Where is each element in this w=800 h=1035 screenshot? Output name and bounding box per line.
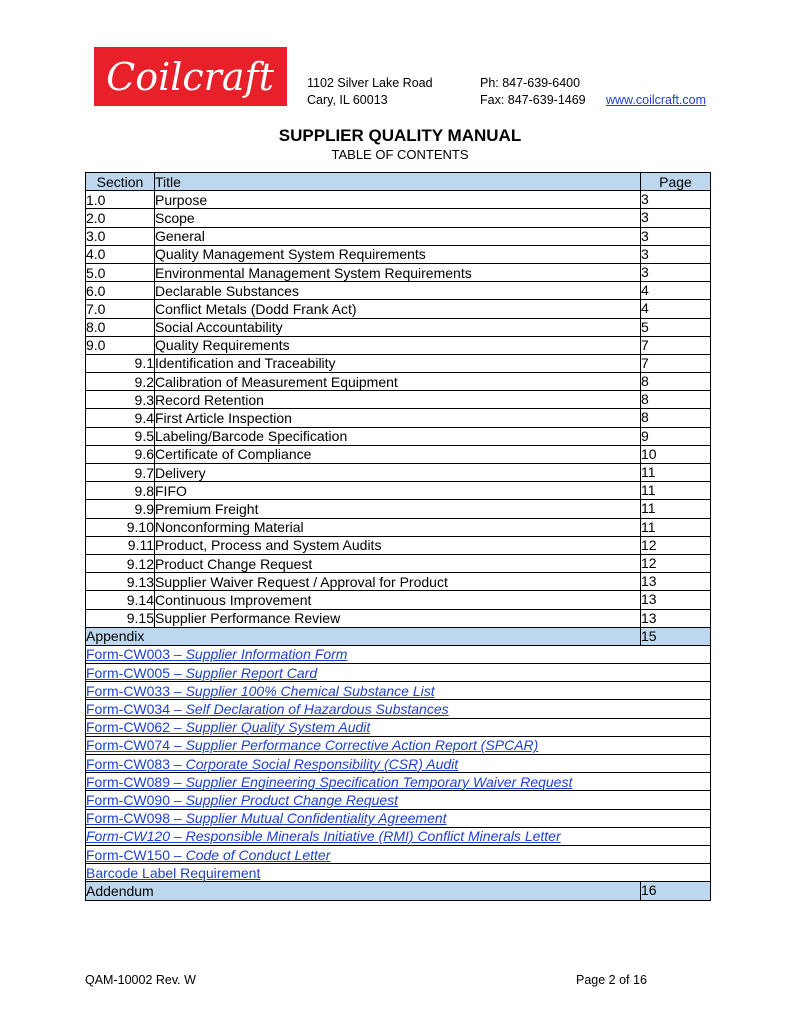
form-name[interactable]: Supplier Product Change Request <box>185 791 399 808</box>
toc-row <box>86 554 711 572</box>
toc-row <box>86 318 711 336</box>
form-link[interactable] <box>86 682 711 700</box>
section-number: 9.6 <box>86 445 155 463</box>
toc-row <box>86 482 711 500</box>
section-title: Declarable Substances <box>155 282 641 300</box>
form-separator: – <box>170 810 186 827</box>
page-number: 11 <box>641 500 711 518</box>
toc-row <box>86 609 711 627</box>
form-link[interactable] <box>86 645 711 663</box>
form-separator: – <box>170 719 186 736</box>
form-row <box>86 682 711 700</box>
form-code[interactable]: Form-CW098 <box>86 810 171 827</box>
form-code[interactable]: Form-CW034 <box>86 701 171 718</box>
form-separator: – <box>170 846 186 863</box>
form-link[interactable] <box>86 827 711 845</box>
section-number: 2.0 <box>86 209 155 227</box>
coilcraft-logo <box>94 47 287 106</box>
section-number: 4.0 <box>86 245 155 263</box>
page-number: 13 <box>641 609 711 627</box>
form-name[interactable]: Supplier Report Card <box>185 664 318 681</box>
section-title: Social Accountability <box>155 318 641 336</box>
toc-row <box>86 518 711 536</box>
section-title: Labeling/Barcode Specification <box>155 427 641 445</box>
form-separator: – <box>170 646 186 663</box>
form-code[interactable]: Form-CW003 <box>86 646 171 663</box>
section-number: 9.2 <box>86 373 155 391</box>
company-contact <box>480 75 586 109</box>
form-row <box>86 827 711 845</box>
form-separator: – <box>170 828 186 845</box>
address-line-1: 1102 Silver Lake Road <box>307 76 433 90</box>
page-number: 12 <box>641 554 711 572</box>
form-link[interactable] <box>86 809 711 827</box>
toc-row <box>86 409 711 427</box>
form-link[interactable] <box>86 845 711 863</box>
section-title: Continuous Improvement <box>155 591 641 609</box>
form-row <box>86 809 711 827</box>
page-number: 10 <box>641 445 711 463</box>
section-number: 9.11 <box>86 536 155 554</box>
page-number: 3 <box>641 191 711 209</box>
form-code[interactable]: Barcode Label Requirement <box>86 864 261 881</box>
form-link[interactable] <box>86 773 711 791</box>
toc-row <box>86 445 711 463</box>
section-title: Product Change Request <box>155 554 641 572</box>
toc-row <box>86 573 711 591</box>
table-of-contents <box>85 172 711 901</box>
footer-page-number: Page 2 of 16 <box>576 973 647 987</box>
toc-row <box>86 209 711 227</box>
form-separator: – <box>170 737 186 754</box>
section-title: FIFO <box>155 482 641 500</box>
toc-row <box>86 591 711 609</box>
form-row <box>86 700 711 718</box>
section-title: Conflict Metals (Dodd Frank Act) <box>155 300 641 318</box>
section-title: General <box>155 227 641 245</box>
page-number: 8 <box>641 409 711 427</box>
form-code[interactable]: Form-CW120 <box>86 828 171 845</box>
section-title: First Article Inspection <box>155 409 641 427</box>
section-number: 9.3 <box>86 391 155 409</box>
form-separator: – <box>170 664 186 681</box>
appendix-label: Appendix <box>86 627 641 645</box>
page-number: 4 <box>641 282 711 300</box>
section-title: Purpose <box>155 191 641 209</box>
section-number: 9.8 <box>86 482 155 500</box>
form-code[interactable]: Form-CW150 <box>86 846 171 863</box>
section-number: 6.0 <box>86 282 155 300</box>
section-number: 9.9 <box>86 500 155 518</box>
toc-row <box>86 373 711 391</box>
form-name[interactable]: Supplier Engineering Specification Temporary Waiver Request <box>185 773 573 790</box>
page-number: 7 <box>641 354 711 372</box>
form-row <box>86 864 711 882</box>
section-number: 9.0 <box>86 336 155 354</box>
form-name[interactable]: Code of Conduct Letter <box>185 846 331 863</box>
form-link[interactable] <box>86 700 711 718</box>
addendum-row <box>86 882 711 900</box>
form-link[interactable] <box>86 736 711 754</box>
appendix-row <box>86 627 711 645</box>
page-number: 13 <box>641 591 711 609</box>
form-name[interactable]: Responsible Minerals Initiative (RMI) Conflict Minerals Letter <box>185 828 561 845</box>
form-code[interactable]: Form-CW090 <box>86 791 171 808</box>
section-title: Premium Freight <box>155 500 641 518</box>
toc-row <box>86 500 711 518</box>
section-number: 9.1 <box>86 354 155 372</box>
form-row <box>86 718 711 736</box>
section-title: Supplier Waiver Request / Approval for Product <box>155 573 641 591</box>
section-number: 9.13 <box>86 573 155 591</box>
form-code[interactable]: Form-CW074 <box>86 737 171 754</box>
page-number: 11 <box>641 482 711 500</box>
section-title: Delivery <box>155 464 641 482</box>
section-number: 9.4 <box>86 409 155 427</box>
section-number: 8.0 <box>86 318 155 336</box>
page-number: 7 <box>641 336 711 354</box>
page-number: 3 <box>641 245 711 263</box>
form-row <box>86 645 711 663</box>
addendum-page: 16 <box>641 882 711 900</box>
section-title: Quality Management System Requirements <box>155 245 641 263</box>
form-name[interactable]: Supplier 100% Chemical Substance List <box>185 682 435 699</box>
form-row <box>86 664 711 682</box>
page-number: 8 <box>641 391 711 409</box>
title-column-header: Title <box>155 173 641 191</box>
section-number: 9.5 <box>86 427 155 445</box>
form-separator: – <box>170 701 186 718</box>
section-title: Product, Process and System Audits <box>155 536 641 554</box>
form-name[interactable]: Self Declaration of Hazardous Substances <box>185 701 449 718</box>
form-link[interactable] <box>86 718 711 736</box>
section-number: 9.14 <box>86 591 155 609</box>
page-number: 8 <box>641 373 711 391</box>
logo-wordmark: Coilcraft <box>106 55 274 99</box>
section-number: 9.15 <box>86 609 155 627</box>
toc-row <box>86 282 711 300</box>
document-subtitle: TABLE OF CONTENTS <box>331 147 469 162</box>
toc-row <box>86 245 711 263</box>
section-number: 7.0 <box>86 300 155 318</box>
form-separator: – <box>170 682 186 699</box>
form-row <box>86 791 711 809</box>
section-number: 3.0 <box>86 227 155 245</box>
section-number: 1.0 <box>86 191 155 209</box>
toc-row <box>86 300 711 318</box>
page-number: 12 <box>641 536 711 554</box>
toc-row <box>86 336 711 354</box>
form-name[interactable]: Supplier Performance Corrective Action Report (SPCAR) <box>185 737 539 754</box>
form-name[interactable]: Supplier Mutual Confidentiality Agreement <box>185 810 447 827</box>
address-line-2: Cary, IL 60013 <box>307 93 388 107</box>
form-code[interactable]: Form-CW005 <box>86 664 171 681</box>
section-title: Record Retention <box>155 391 641 409</box>
toc-row <box>86 391 711 409</box>
form-separator: – <box>170 755 186 772</box>
form-name[interactable]: Corporate Social Responsibility (CSR) Audit <box>185 755 459 772</box>
website-link[interactable]: www.coilcraft.com <box>606 93 707 107</box>
form-row <box>86 773 711 791</box>
page-number: 3 <box>641 227 711 245</box>
toc-row <box>86 427 711 445</box>
footer-doc-id: QAM-10002 Rev. W <box>85 973 196 987</box>
section-number: 5.0 <box>86 263 155 281</box>
appendix-page: 15 <box>641 627 711 645</box>
page-number: 11 <box>641 464 711 482</box>
section-number: 9.7 <box>86 464 155 482</box>
form-row <box>86 736 711 754</box>
phone-number: Ph: 847-639-6400 <box>480 76 581 90</box>
form-row <box>86 755 711 773</box>
addendum-label: Addendum <box>86 882 641 900</box>
fax-number: Fax: 847-639-1469 <box>480 93 586 107</box>
toc-header-row <box>86 173 711 191</box>
page-number: 3 <box>641 209 711 227</box>
page-number: 11 <box>641 518 711 536</box>
form-code[interactable]: Form-CW083 <box>86 755 171 772</box>
section-title: Identification and Traceability <box>155 354 641 372</box>
toc-row <box>86 191 711 209</box>
form-code[interactable]: Form-CW033 <box>86 682 171 699</box>
document-title: SUPPLIER QUALITY MANUAL <box>278 126 522 145</box>
section-title: Certificate of Compliance <box>155 445 641 463</box>
page-number: 3 <box>641 263 711 281</box>
page-number: 4 <box>641 300 711 318</box>
form-code[interactable]: Form-CW062 <box>86 719 171 736</box>
section-title: Environmental Management System Requirements <box>155 263 641 281</box>
toc-row <box>86 354 711 372</box>
form-link[interactable] <box>86 791 711 809</box>
form-separator: – <box>170 773 186 790</box>
company-address <box>307 75 433 109</box>
toc-row <box>86 227 711 245</box>
toc-row <box>86 464 711 482</box>
page-number: 13 <box>641 573 711 591</box>
toc-row <box>86 263 711 281</box>
form-name[interactable]: Supplier Quality System Audit <box>185 719 371 736</box>
form-row <box>86 845 711 863</box>
section-number: 9.12 <box>86 554 155 572</box>
page-column-header: Page <box>641 173 711 191</box>
toc-row <box>86 536 711 554</box>
section-title: Supplier Performance Review <box>155 609 641 627</box>
form-link[interactable] <box>86 864 711 882</box>
form-link[interactable] <box>86 755 711 773</box>
section-column-header: Section <box>86 173 155 191</box>
section-number: 9.10 <box>86 518 155 536</box>
form-name[interactable]: Supplier Information Form <box>185 646 348 663</box>
page-number: 9 <box>641 427 711 445</box>
form-link[interactable] <box>86 664 711 682</box>
form-code[interactable]: Form-CW089 <box>86 773 171 790</box>
section-title: Scope <box>155 209 641 227</box>
section-title: Nonconforming Material <box>155 518 641 536</box>
form-separator: – <box>170 791 186 808</box>
page-number: 5 <box>641 318 711 336</box>
section-title: Quality Requirements <box>155 336 641 354</box>
section-title: Calibration of Measurement Equipment <box>155 373 641 391</box>
